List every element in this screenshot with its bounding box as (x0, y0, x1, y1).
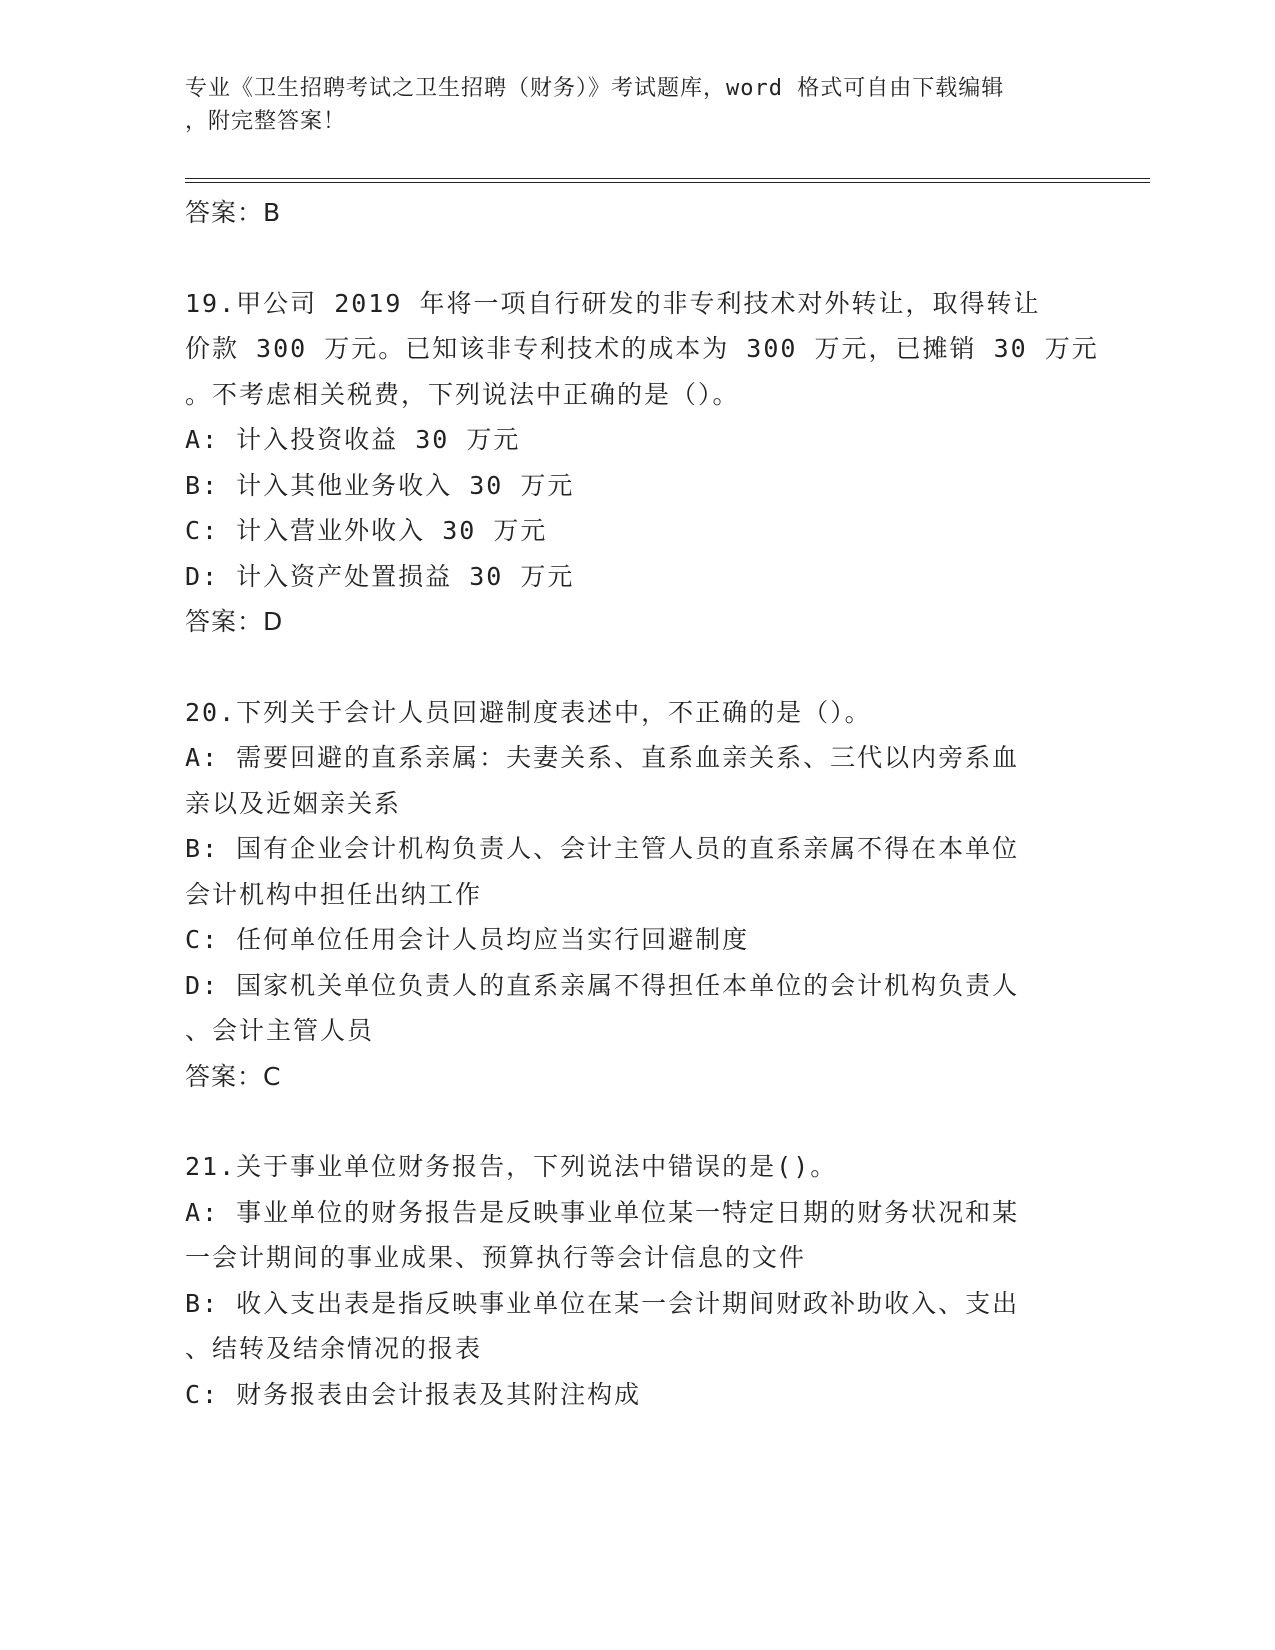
option-c: C: 任何单位任用会计人员均应当实行回避制度 (185, 925, 750, 954)
answer-20: 答案：C (185, 1061, 282, 1091)
option-d-continued: 、会计主管人员 (185, 1016, 375, 1045)
option-c: C: 计入营业外收入 30 万元 (185, 516, 548, 545)
document-header (185, 72, 1055, 138)
option-a: A: 需要回避的直系亲属：夫妻关系、直系血亲关系、三代以内旁系血 (185, 743, 1020, 772)
option-a-continued: 亲以及近姻亲关系 (185, 788, 402, 818)
header-line-1: 专业《卫生招聘考试之卫生招聘（财务）》考试题库，word 格式可自由下载编辑 (185, 76, 1005, 101)
option-c: C: 财务报表由会计报表及其附注构成 (185, 1379, 642, 1409)
answer-19: 答案：D (185, 607, 284, 636)
option-b-continued: 会计机构中担任出纳工作 (185, 879, 483, 909)
header-line-2: ，附完整答案！ (185, 109, 347, 134)
question-text-line: 20.下列关于会计人员回避制度表述中，不正确的是（）。 (185, 697, 872, 727)
option-a: A: 事业单位的财务报告是反映事业单位某一特定日期的财务状况和某 (185, 1197, 1020, 1227)
question-19 (185, 281, 1099, 645)
option-a: A: 计入投资收益 30 万元 (185, 425, 521, 454)
question-text-line: 价款 300 万元。已知该非专利技术的成本为 300 万元，已摊销 30 万元 (185, 334, 1099, 363)
document-body (185, 190, 1099, 1417)
question-20 (185, 690, 1085, 1100)
option-b-continued: 、结转及结余情况的报表 (185, 1334, 483, 1363)
option-b: B: 国有企业会计机构负责人、会计主管人员的直系亲属不得在本单位 (185, 834, 1020, 863)
question-text-line: 。不考虑相关税费，下列说法中正确的是（）。 (185, 379, 740, 409)
header-rule-bottom (185, 182, 1150, 183)
question-text-line: 21.关于事业单位财务报告，下列说法中错误的是()。 (185, 1152, 838, 1181)
option-b: B: 收入支出表是指反映事业单位在某一会计期间财政补助收入、支出 (185, 1288, 1020, 1318)
option-b: B: 计入其他业务收入 30 万元 (185, 470, 575, 500)
answer-18: 答案：B (185, 198, 282, 227)
question-text-line: 19.甲公司 2019 年将一项自行研发的非专利技术对外转让，取得转让 (185, 288, 1041, 318)
option-d: D: 国家机关单位负责人的直系亲属不得担任本单位的会计机构负责人 (185, 970, 1020, 1000)
question-21 (185, 1144, 1085, 1417)
option-a-continued: 一会计期间的事业成果、预算执行等会计信息的文件 (185, 1243, 807, 1272)
option-d: D: 计入资产处置损益 30 万元 (185, 561, 575, 591)
header-rule-top (185, 178, 1150, 179)
